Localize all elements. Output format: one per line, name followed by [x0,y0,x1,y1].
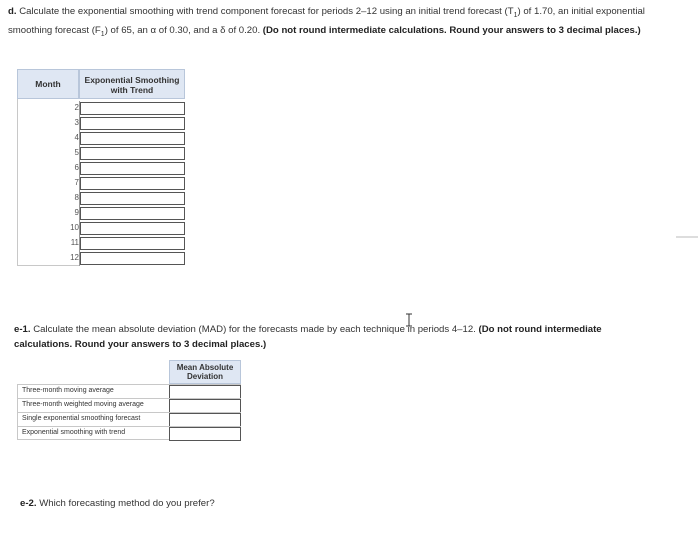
question-d-text3: ) of 65, an α of 0.30, and a δ of 0.20. [104,24,261,36]
month-number: 7 [74,178,79,187]
table-row [17,236,185,251]
mad-input[interactable] [169,385,241,399]
month-number: 10 [70,223,79,232]
mad-input[interactable] [169,413,241,427]
table-row [17,384,241,399]
question-d-sub1: 1 [513,11,518,19]
method-label: Three-month weighted moving average [22,401,144,408]
question-d-text: Calculate the exponential smoothing with trend component forecast for periods 2–12 using an initial trend forecast (T [19,6,514,17]
question-e2-text: Which forecasting method do you prefer? [39,498,215,509]
mad-header: Mean Absolute Deviation [169,360,241,384]
month-header: Month [17,69,79,99]
table-row [17,131,185,146]
month-number: 11 [70,238,79,247]
es-trend-input[interactable] [80,222,185,235]
table-row [17,251,185,266]
table-row [17,191,185,206]
es-trend-input[interactable] [80,132,185,145]
table-row [17,101,185,116]
table-row [17,221,185,236]
question-d-sub2: 1 [100,30,105,38]
month-number: 9 [74,208,79,217]
mad-input[interactable] [169,399,241,413]
table-row [17,412,241,427]
divider-line [676,236,698,238]
month-number: 12 [70,253,79,262]
es-trend-input[interactable] [80,117,185,130]
es-trend-input[interactable] [80,192,185,205]
es-trend-input[interactable] [80,207,185,220]
month-number: 2 [74,103,79,112]
question-e1-instructions: (Do not round intermediate calculations. Round your answers to 3 decimal places.) [14,324,602,350]
table-row [17,161,185,176]
es-trend-input[interactable] [80,252,185,265]
question-e1-label: e-1. [14,324,31,335]
table-row [17,146,185,161]
mad-input[interactable] [169,427,241,441]
method-label: Single exponential smoothing forecast [22,415,141,422]
question-d-label: d. [8,6,17,17]
table-row [17,206,185,221]
method-label: Exponential smoothing with trend [22,429,126,436]
es-trend-input[interactable] [80,237,185,250]
month-number: 5 [74,148,79,157]
question-d-text2: ) of 1.70, an initial exponential smoothing forecast (F [8,6,645,36]
method-label: Three-month moving average [22,387,114,394]
text-cursor-icon [405,313,413,327]
question-e1 [14,322,614,352]
month-number: 8 [74,193,79,202]
month-number: 3 [74,118,79,127]
question-e2 [20,496,215,511]
es-trend-input[interactable] [80,147,185,160]
question-d [8,4,648,42]
es-trend-header: Exponential Smoothing with Trend [79,69,185,99]
es-trend-input[interactable] [80,102,185,115]
question-d-instructions: (Do not round intermediate calculations. Round your answers to 3 decimal places.) [262,24,641,36]
question-e2-label: e-2. [20,498,37,509]
table-row [17,426,241,441]
question-e1-text: Calculate the mean absolute deviation (MAD) for the forecasts made by each technique in periods 4–12. [33,324,476,335]
table-row [17,176,185,191]
month-number: 6 [74,163,79,172]
es-trend-input[interactable] [80,162,185,175]
es-trend-input[interactable] [80,177,185,190]
table-row [17,116,185,131]
table-row [17,398,241,413]
month-number: 4 [74,133,79,142]
